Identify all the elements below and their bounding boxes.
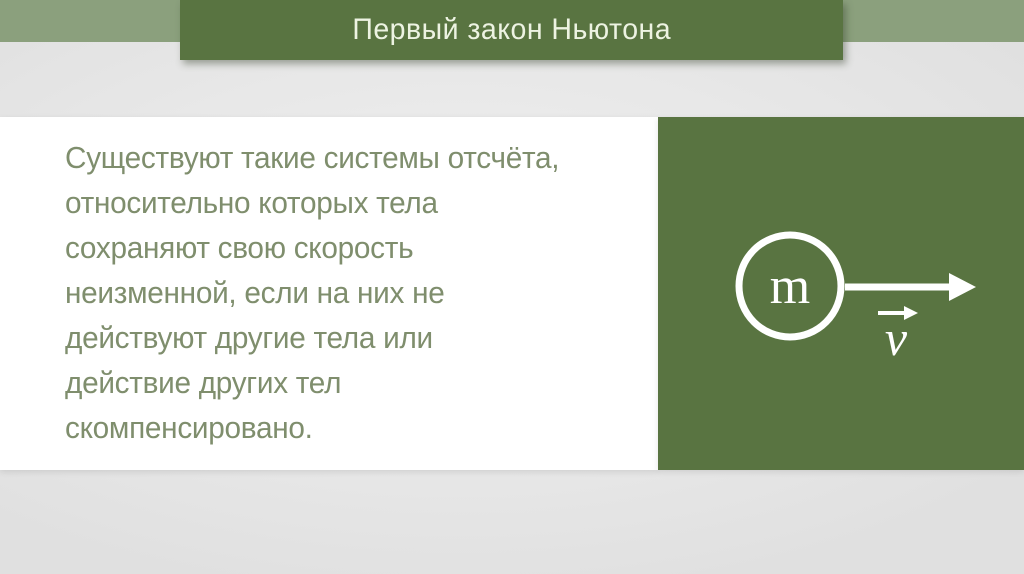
body-text-line: скомпенсировано. <box>65 410 313 445</box>
velocity-diagram <box>658 117 1024 470</box>
body-text-line: действуют другие тела или <box>65 320 433 355</box>
body-text-line: неизменной, если на них не <box>65 275 445 310</box>
diagram-panel <box>658 117 1024 470</box>
body-text-line: сохраняют свою скорость <box>65 230 414 265</box>
slide-title-bar <box>180 0 843 60</box>
definition-text-panel <box>0 117 658 470</box>
body-text-line: действие других тел <box>65 365 342 400</box>
velocity-arrow-head-icon <box>949 273 976 301</box>
mass-label: m <box>769 258 811 315</box>
body-text-line: относительно которых тела <box>65 185 438 220</box>
velocity-label: v <box>884 310 908 366</box>
body-text-line: Существуют такие системы отсчёта, <box>65 140 560 175</box>
slide-title: Первый закон Ньютона <box>352 13 671 46</box>
